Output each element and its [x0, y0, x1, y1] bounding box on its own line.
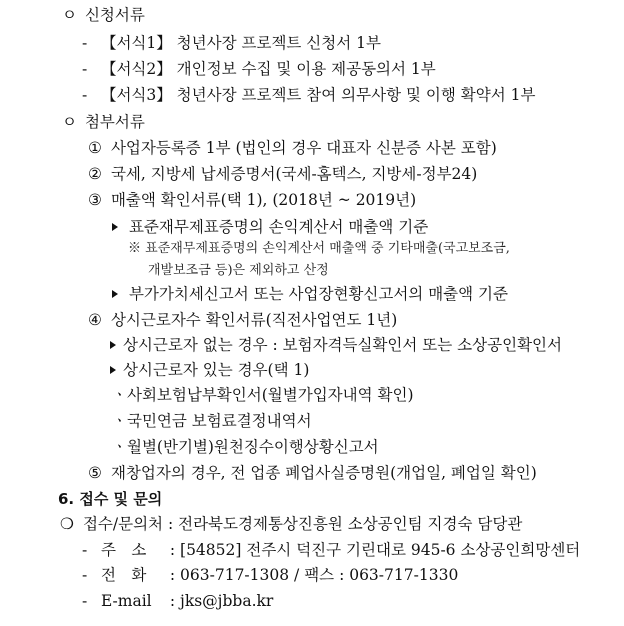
triangle-bullet-icon — [110, 341, 116, 349]
form3-text: 【서식3】 청년사장 프로젝트 참여 의무사항 및 이행 확약서 1부 — [100, 86, 536, 104]
sub-item-text: 상시근로자 있는 경우(택 1) — [122, 361, 310, 379]
form2-text: 【서식2】 개인정보 수집 및 이용 제공동의서 1부 — [100, 60, 436, 78]
dash-bullet: - — [82, 86, 88, 104]
address-line — [82, 539, 580, 561]
dash-bullet: - — [82, 34, 88, 52]
list-item — [82, 32, 381, 54]
attachment-item-3-sub-2 — [112, 283, 508, 305]
triangle-bullet-icon — [112, 223, 118, 231]
email-label: E-mail — [100, 592, 152, 610]
sub-item-text: 상시근로자 없는 경우 : 보험자격득실확인서 또는 소상공인확인서 — [122, 336, 562, 354]
phone-line — [82, 564, 458, 586]
attachment-item-2 — [88, 163, 477, 185]
dash-bullet: - — [82, 60, 88, 78]
dash-bullet: - — [82, 566, 88, 584]
contact-line — [60, 513, 522, 535]
circle-bullet-icon: ❍ — [60, 515, 74, 533]
attachment-docs-header — [62, 111, 145, 133]
number-2-marker: ② — [88, 165, 102, 183]
contact-text: 접수/문의처 : 전라북도경제통상진흥원 소상공인팀 지경숙 담당관 — [82, 515, 523, 533]
triangle-bullet-icon — [112, 290, 118, 298]
number-5-marker: ⑤ — [88, 464, 102, 482]
circle-bullet-icon: ㅇ — [62, 113, 77, 131]
number-3-marker: ③ — [88, 191, 102, 209]
form1-text: 【서식1】 청년사장 프로젝트 신청서 1부 — [100, 34, 381, 52]
attachment-item-3 — [88, 189, 416, 211]
attachment-item-4-sub-2 — [110, 359, 309, 381]
dash-bullet: - — [82, 541, 88, 559]
attachment-item-3-sub-1 — [112, 216, 428, 238]
list-item — [82, 58, 436, 80]
email-value: : jks@jbba.kr — [169, 592, 274, 610]
dot-item: ㆍ국민연금 보험료결정내역서 — [112, 412, 312, 430]
section-6-title: 6. 접수 및 문의 — [58, 490, 163, 508]
attachment-item-5-text: 재창업자의 경우, 전 업종 폐업사실증명원(개업일, 폐업일 확인) — [110, 464, 537, 482]
application-docs-title: 신청서류 — [84, 6, 145, 24]
note-line-1: ※ 표준재무제표증명의 손익계산서 매출액 중 기타매출(국고보조금, — [128, 241, 510, 256]
attachment-docs-title: 첨부서류 — [84, 113, 145, 131]
attachment-item-2-text: 국세, 지방세 납세증명서(국세-홈텍스, 지방세-정부24) — [110, 165, 478, 183]
attachment-item-1-text: 사업자등록증 1부 (법인의 경우 대표자 신분증 사본 포함) — [110, 139, 497, 157]
attachment-item-1 — [88, 137, 497, 159]
address-value: : [54852] 전주시 덕진구 기린대로 945-6 소상공인희망센터 — [169, 541, 581, 559]
dot-item: ㆍ사회보험납부확인서(월별가입자내역 확인) — [112, 386, 414, 404]
dot-item: ㆍ월별(반기별)원천징수이행상황신고서 — [112, 438, 379, 456]
attachment-item-4 — [88, 309, 397, 331]
phone-label: 전 화 — [100, 566, 147, 584]
phone-value: : 063-717-1308 / 팩스 : 063-717-1330 — [169, 566, 459, 584]
triangle-bullet-icon — [110, 366, 116, 374]
dash-bullet: - — [82, 592, 88, 610]
email-line — [82, 590, 273, 612]
number-1-marker: ① — [88, 139, 102, 157]
attachment-item-5 — [88, 462, 537, 484]
circle-bullet-icon: ㅇ — [62, 6, 77, 24]
address-label: 주 소 — [100, 541, 147, 559]
list-item — [82, 84, 535, 106]
sub-item-text: 표준재무제표증명의 손익계산서 매출액 기준 — [128, 218, 429, 236]
number-4-marker: ④ — [88, 311, 102, 329]
attachment-item-3-text: 매출액 확인서류(택 1), (2018년 ~ 2019년) — [110, 191, 417, 209]
attachment-item-4-text: 상시근로자수 확인서류(직전사업연도 1년) — [110, 311, 398, 329]
note-line-2: 개발보조금 등)은 제외하고 산정 — [148, 263, 329, 278]
attachment-item-4-sub-1 — [110, 334, 562, 356]
sub-item-text: 부가가치세신고서 또는 사업장현황신고서의 매출액 기준 — [128, 285, 508, 303]
application-docs-header — [62, 4, 145, 26]
